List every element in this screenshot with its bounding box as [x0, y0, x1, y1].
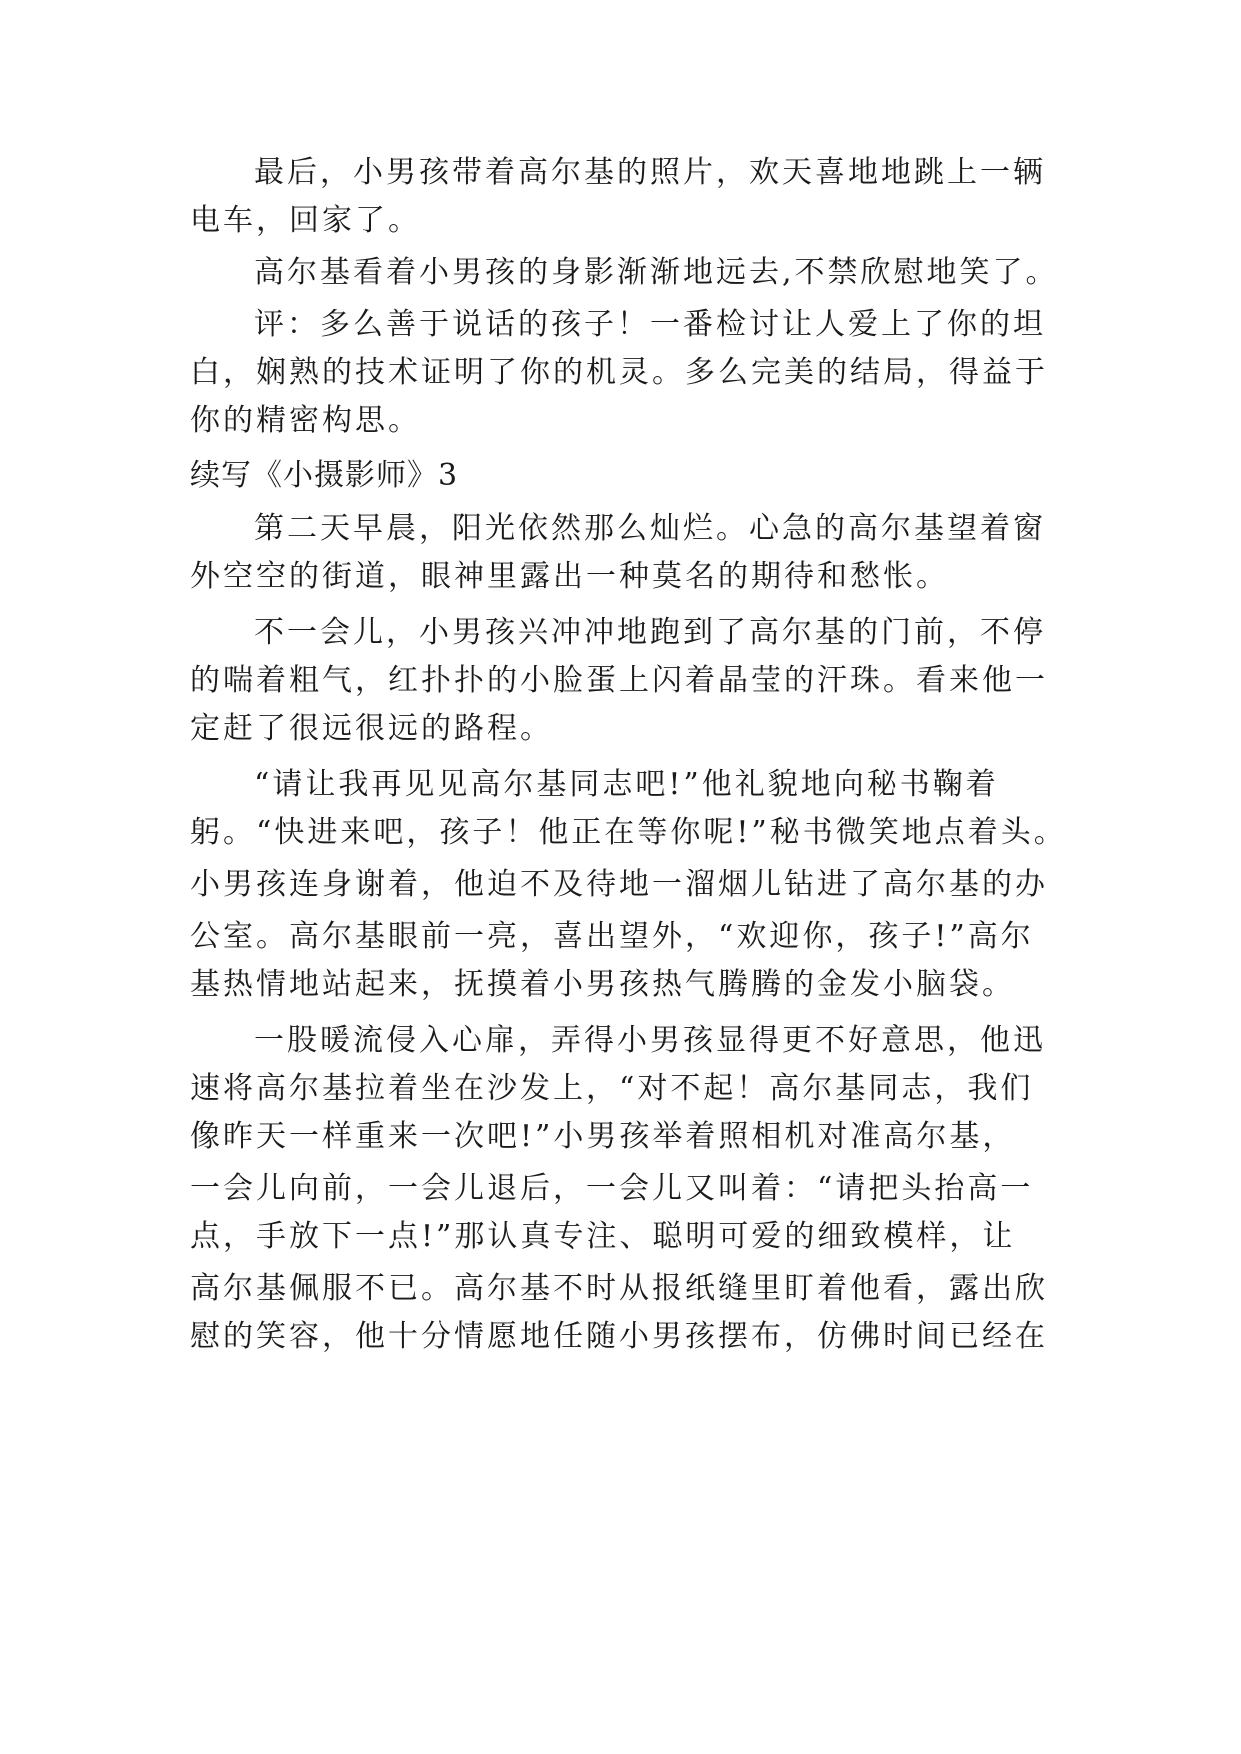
text-line: 电车，回家了。 — [190, 203, 421, 238]
text-line: 小男孩连身谢着，他迫不及待地一溜烟儿钻进了高尔基的办 — [190, 867, 1048, 902]
section-title: 续写《小摄影师》3 — [190, 458, 459, 493]
text-line: 点，手放下一点!”那认真专注、聪明可爱的细致模样，让 — [190, 1219, 1016, 1254]
text-line: 公室。高尔基眼前一亮，喜出望外，“欢迎你，孩子!”高尔 — [190, 919, 1034, 954]
text-line: 白，娴熟的技术证明了你的机灵。多么完美的结局，得益于 — [190, 355, 1048, 390]
text-line: 基热情地站起来，抚摸着小男孩热气腾腾的金发小脑袋。 — [190, 967, 1015, 1002]
text-line: 慰的笑容，他十分情愿地任随小男孩摆布，仿佛时间已经在 — [190, 1319, 1048, 1354]
text-line: 第二天早晨，阳光依然那么灿烂。心急的高尔基望着窗 — [254, 511, 1046, 546]
text-line: 一会儿向前，一会儿退后，一会儿又叫着：“请把头抬高一 — [190, 1171, 1034, 1206]
text-line: 你的精密构思。 — [190, 403, 421, 438]
text-line: 躬。“快进来吧，孩子！他正在等你呢!”秘书微笑地点着头。 — [190, 815, 1067, 850]
text-line: 外空空的街道，眼神里露出一种莫名的期待和愁怅。 — [190, 559, 949, 594]
text-line: “请让我再见见高尔基同志吧!”他礼貌地向秘书鞠着 — [254, 767, 999, 802]
text-line: 不一会儿，小男孩兴冲冲地跑到了高尔基的门前，不停 — [254, 615, 1046, 650]
text-line: 最后，小男孩带着高尔基的照片，欢天喜地地跳上一辆 — [254, 155, 1046, 190]
text-line: 高尔基看着小男孩的身影渐渐地远去,不禁欣慰地笑了。 — [254, 255, 1059, 290]
text-line: 的喘着粗气，红扑扑的小脸蛋上闪着晶莹的汗珠。看来他一 — [190, 663, 1048, 698]
text-line: 像昨天一样重来一次吧!”小男孩举着照相机对准高尔基， — [190, 1119, 1016, 1154]
text-line: 定赶了很远很远的路程。 — [190, 711, 553, 746]
text-line: 评：多么善于说话的孩子！一番检讨让人爱上了你的坦 — [254, 307, 1046, 342]
text-line: 一股暖流侵入心扉，弄得小男孩显得更不好意思，他迅 — [254, 1023, 1046, 1058]
text-line: 速将高尔基拉着坐在沙发上，“对不起！高尔基同志，我们 — [190, 1071, 1034, 1106]
text-line: 高尔基佩服不已。高尔基不时从报纸缝里盯着他看，露出欣 — [190, 1271, 1048, 1306]
